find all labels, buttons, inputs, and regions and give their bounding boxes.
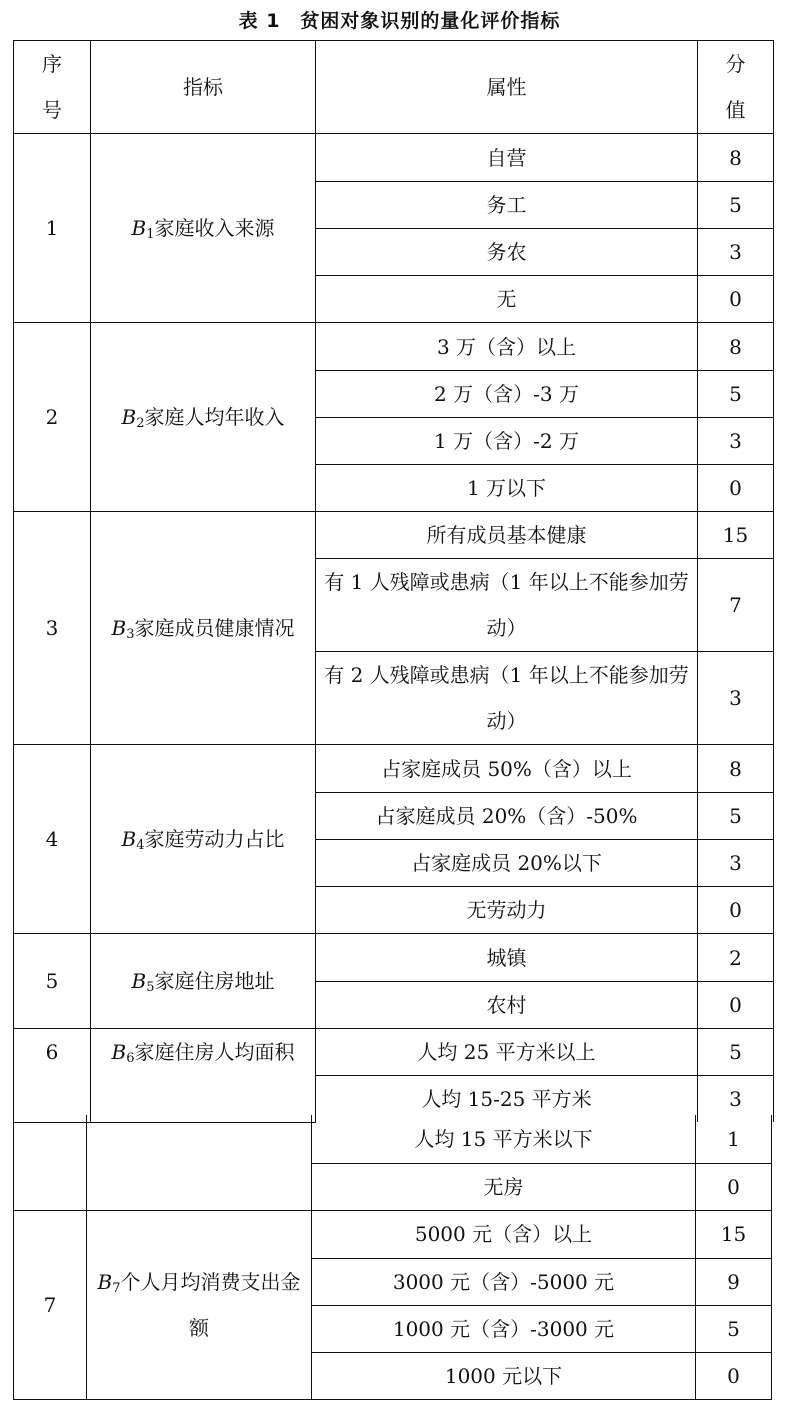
score-cell: 3	[698, 652, 774, 745]
attr-cell: 占家庭成员 50%（含）以上	[316, 745, 698, 793]
row-indicator: $B_2$家庭人均年收入	[91, 323, 316, 512]
attr-cell: 3 万（含）以上	[316, 323, 698, 371]
score-cell: 5	[698, 793, 774, 840]
attr-cell: 无劳动力	[316, 887, 698, 934]
score-cell: 7	[698, 559, 774, 652]
attr-cell: 农村	[316, 982, 698, 1029]
score-cell: 9	[696, 1258, 772, 1305]
score-cell: 0	[696, 1352, 772, 1399]
table-row	[14, 1210, 772, 1258]
row-indicator-continued	[87, 1115, 312, 1210]
header-indicator: 指标	[91, 41, 316, 134]
attr-cell: 占家庭成员 20%以下	[316, 840, 698, 887]
attr-cell: 无	[316, 276, 698, 323]
indicator-table-part-2	[13, 1115, 772, 1400]
attr-cell: 5000 元（含）以上	[312, 1210, 696, 1258]
row-indicator: $B_5$家庭住房地址	[91, 934, 316, 1029]
score-cell: 0	[698, 982, 774, 1029]
attr-cell: 无房	[312, 1163, 696, 1210]
row-index: 4	[14, 745, 91, 934]
table-title: 表 1 贫困对象识别的量化评价指标	[238, 10, 561, 32]
score-cell: 5	[698, 1029, 774, 1076]
header-attribute: 属性	[316, 41, 698, 134]
attr-cell: 自营	[316, 134, 698, 182]
table-row	[14, 134, 774, 182]
score-cell: 2	[698, 934, 774, 982]
row-indicator: $B_1$家庭收入来源	[91, 134, 316, 323]
score-cell: 15	[696, 1210, 772, 1258]
score-cell: 0	[698, 276, 774, 323]
table-row	[14, 1029, 774, 1076]
attr-cell: 务农	[316, 229, 698, 276]
attr-cell: 1000 元以下	[312, 1352, 696, 1399]
score-cell: 3	[698, 229, 774, 276]
row-index: 5	[14, 934, 91, 1029]
attr-cell: 1000 元（含）-3000 元	[312, 1305, 696, 1352]
attr-cell: 人均 15-25 平方米	[316, 1076, 698, 1123]
table-row	[14, 512, 774, 559]
attr-cell: 有 2 人残障或患病（1 年以上不能参加劳动）	[316, 652, 698, 745]
attr-cell: 3000 元（含）-5000 元	[312, 1258, 696, 1305]
score-cell: 8	[698, 323, 774, 371]
score-cell: 15	[698, 512, 774, 559]
attr-cell: 2 万（含）-3 万	[316, 371, 698, 418]
score-cell: 3	[698, 1076, 774, 1123]
score-cell: 8	[698, 134, 774, 182]
score-cell: 0	[698, 465, 774, 512]
score-cell: 5	[698, 371, 774, 418]
row-index: 3	[14, 512, 91, 745]
row-indicator: $B_3$家庭成员健康情况	[91, 512, 316, 745]
attr-cell: 1 万（含）-2 万	[316, 418, 698, 465]
row-indicator: $B_6$家庭住房人均面积	[91, 1029, 316, 1123]
header-row	[14, 41, 774, 134]
indicator-table-part-1	[13, 40, 774, 1123]
attr-cell: 人均 15 平方米以下	[312, 1115, 696, 1163]
header-score: 分 值	[698, 41, 774, 134]
attr-cell: 所有成员基本健康	[316, 512, 698, 559]
row-index: 6	[14, 1029, 91, 1123]
table-row	[14, 934, 774, 982]
score-cell: 0	[698, 887, 774, 934]
row-indicator: $B_7$个人月均消费支出金额	[87, 1210, 312, 1399]
score-cell: 8	[698, 745, 774, 793]
table-row	[14, 323, 774, 371]
row-index: 2	[14, 323, 91, 512]
table-row	[14, 1115, 772, 1163]
header-index: 序 号	[14, 41, 91, 134]
attr-cell: 占家庭成员 20%（含）-50%	[316, 793, 698, 840]
row-index: 1	[14, 134, 91, 323]
score-cell: 5	[696, 1305, 772, 1352]
attr-cell: 1 万以下	[316, 465, 698, 512]
attr-cell: 城镇	[316, 934, 698, 982]
score-cell: 3	[698, 418, 774, 465]
score-cell: 0	[696, 1163, 772, 1210]
score-cell: 1	[696, 1115, 772, 1163]
row-index-continued	[14, 1115, 87, 1210]
table-row	[14, 745, 774, 793]
row-index: 7	[14, 1210, 87, 1399]
attr-cell: 有 1 人残障或患病（1 年以上不能参加劳动）	[316, 559, 698, 652]
attr-cell: 务工	[316, 182, 698, 229]
score-cell: 3	[698, 840, 774, 887]
score-cell: 5	[698, 182, 774, 229]
attr-cell: 人均 25 平方米以上	[316, 1029, 698, 1076]
row-indicator: $B_4$家庭劳动力占比	[91, 745, 316, 934]
